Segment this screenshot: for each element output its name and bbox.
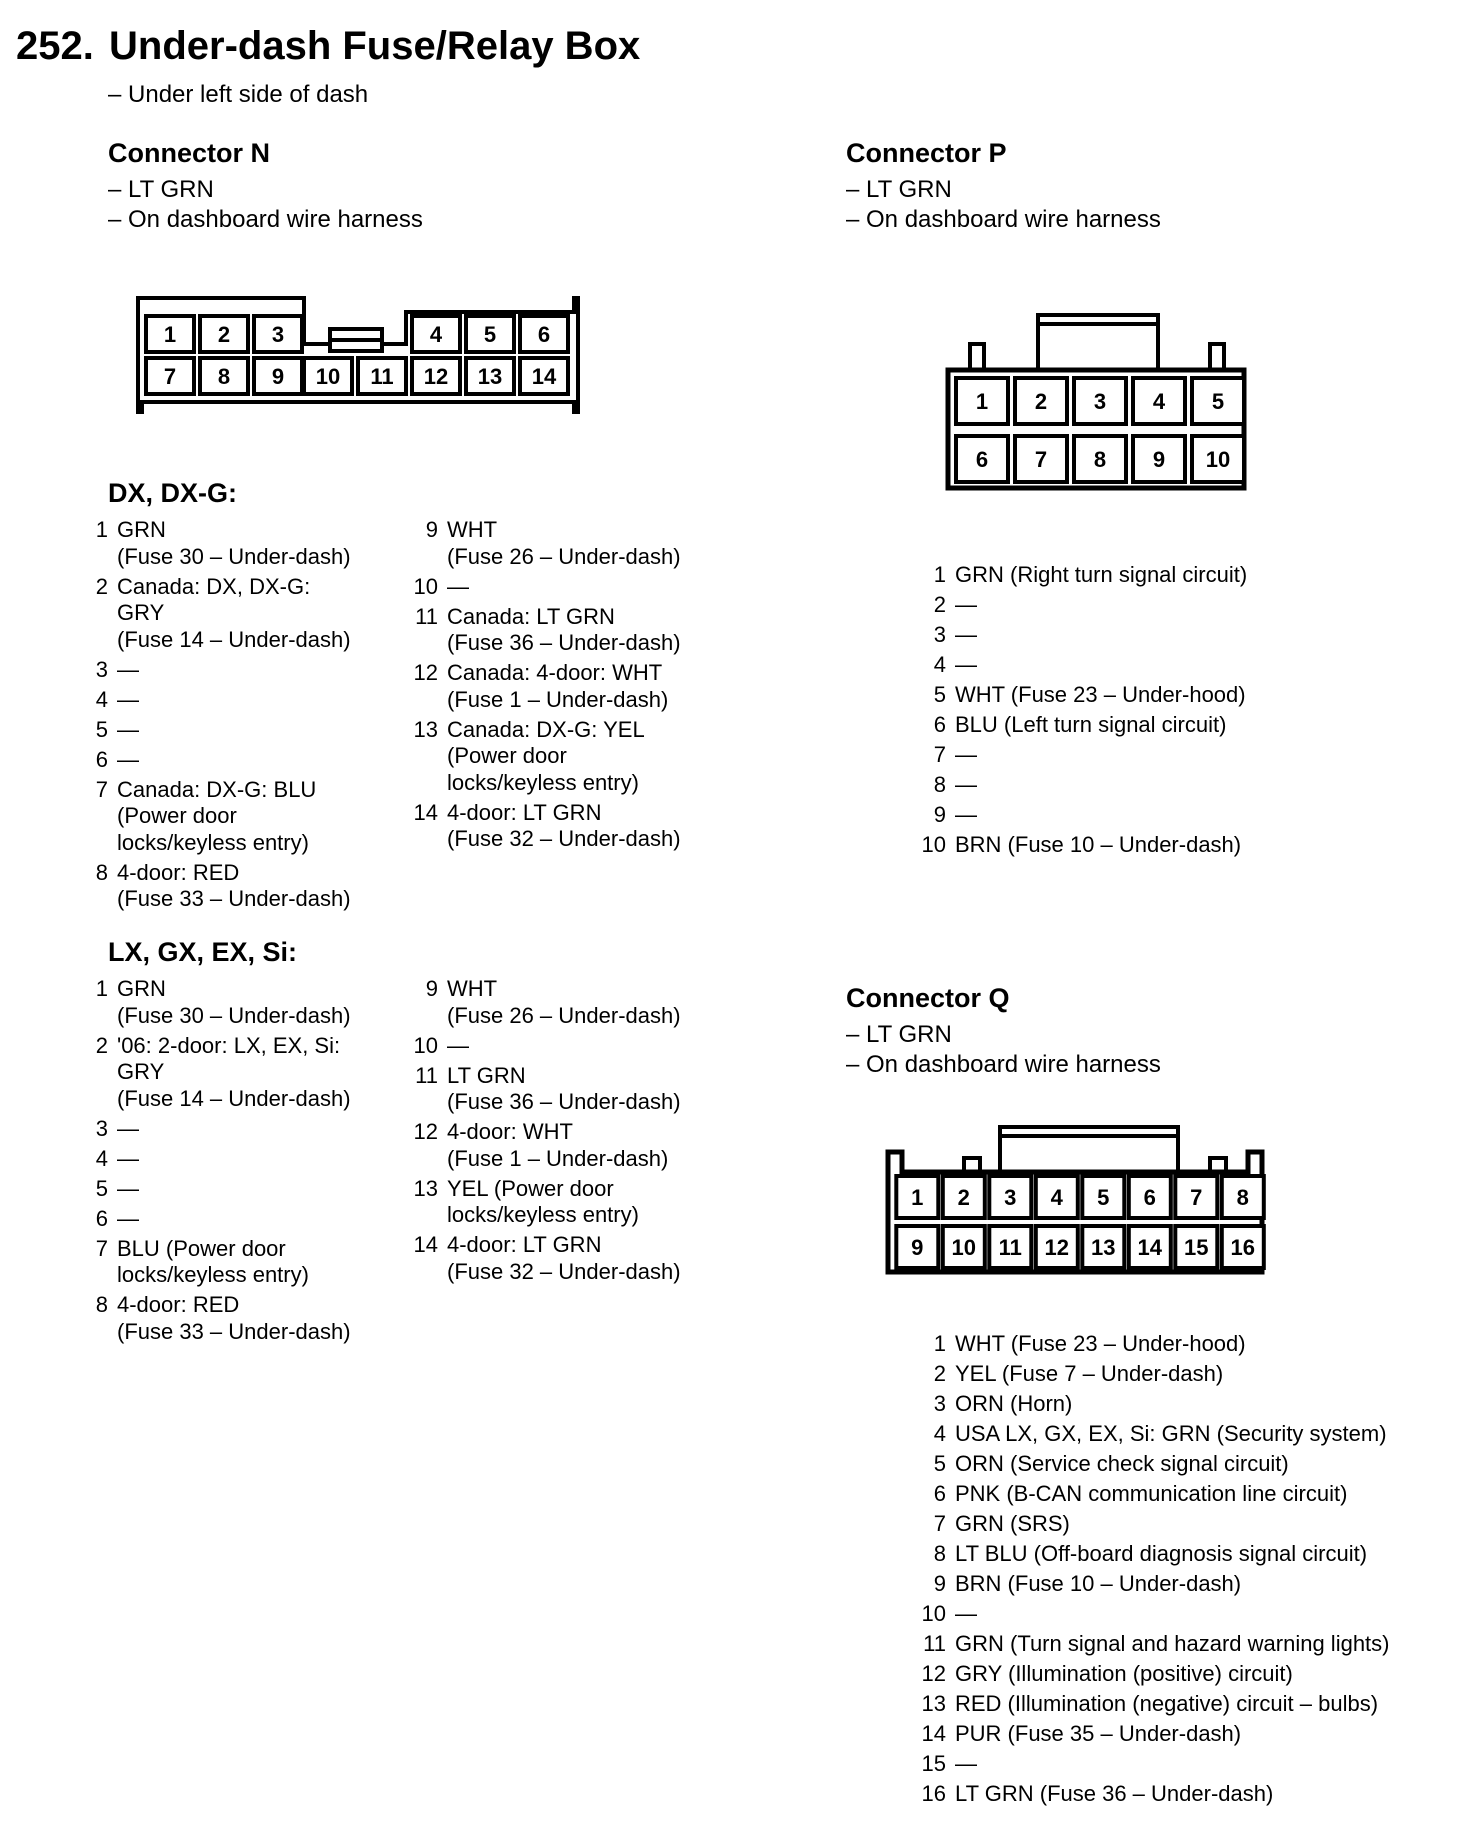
pin-row	[906, 1661, 1446, 1688]
pin-row	[408, 717, 728, 797]
pin-description: LT BLU (Off-board diagnosis signal circuit)	[955, 1541, 1368, 1566]
pin-description: '06: 2-door: LX, EX, Si: GRY (Fuse 14 – Under-dash)	[117, 1032, 351, 1111]
pin-description: —	[117, 746, 139, 772]
pin-description: —	[955, 1751, 977, 1776]
pin-number: 7	[933, 1511, 946, 1536]
connector-p-color: – LT GRN	[846, 176, 952, 203]
pin-description: —	[117, 1115, 139, 1141]
pin-row	[408, 604, 728, 657]
pin-row	[906, 742, 1426, 769]
pin-description: —	[955, 1601, 977, 1626]
pin-number: 6	[95, 746, 108, 772]
cavity-number: 7	[1190, 1185, 1203, 1210]
pin-number: 6	[95, 1205, 108, 1231]
pin-description: GRN (Fuse 30 – Under-dash)	[117, 517, 351, 569]
pin-row	[906, 1751, 1446, 1778]
pin-description: BRN (Fuse 10 – Under-dash)	[955, 832, 1242, 857]
pin-description: —	[955, 802, 977, 827]
pin-description: BRN (Fuse 10 – Under-dash)	[955, 1571, 1242, 1596]
pin-description: LT GRN (Fuse 36 – Under-dash)	[955, 1781, 1274, 1806]
pin-description: —	[117, 1205, 139, 1231]
cavity-number: 8	[1093, 447, 1107, 472]
pin-number: 8	[95, 1292, 108, 1317]
pin-description: —	[447, 573, 469, 599]
cavity-number: 4	[429, 322, 443, 347]
pin-number: 11	[415, 603, 438, 629]
pin-number: 11	[415, 1062, 438, 1088]
pin-number: 4	[95, 1145, 108, 1171]
connector-n-location: – On dashboard wire harness	[108, 206, 423, 233]
pin-row	[408, 1063, 728, 1116]
pin-number: 15	[921, 1751, 946, 1776]
pin-number: 16	[921, 1781, 946, 1806]
pin-number: 10	[921, 832, 946, 857]
pin-description: GRY (Illumination (positive) circuit)	[955, 1661, 1293, 1686]
pin-row	[78, 1116, 378, 1143]
dx-heading: DX, DX-G:	[108, 478, 238, 508]
pin-number: 2	[95, 1032, 108, 1058]
cavity-number: 6	[975, 447, 989, 472]
lx-pin-list-right	[408, 976, 728, 1289]
pin-row	[906, 1451, 1446, 1478]
pin-description: —	[117, 716, 139, 742]
pin-number: 14	[921, 1721, 946, 1746]
pin-description: BLU (Power door locks/keyless entry)	[117, 1235, 309, 1287]
pin-row	[408, 976, 728, 1029]
pin-number: 4	[933, 1421, 946, 1446]
pin-description: Canada: DX, DX-G: GRY (Fuse 14 – Under-dash)	[117, 573, 351, 652]
pin-row	[906, 1391, 1446, 1418]
pin-description: WHT (Fuse 26 – Under-dash)	[447, 517, 681, 569]
pin-row	[906, 1481, 1446, 1508]
pin-number: 11	[923, 1631, 946, 1656]
connector-q-title: Connector Q	[846, 983, 1010, 1013]
cavity-number: 3	[1004, 1185, 1017, 1210]
pin-description: —	[955, 742, 977, 767]
pin-number: 7	[95, 1235, 108, 1261]
pin-row	[78, 1176, 378, 1203]
pin-description: —	[955, 772, 977, 797]
pin-description: —	[117, 686, 139, 712]
pin-row	[78, 657, 378, 684]
pin-row	[78, 717, 378, 744]
lx-heading: LX, GX, EX, Si:	[108, 937, 298, 967]
pin-number: 13	[921, 1691, 946, 1716]
pin-row	[78, 517, 378, 570]
pin-row	[906, 1571, 1446, 1598]
pin-row	[906, 832, 1426, 859]
pin-description: ORN (Horn)	[955, 1391, 1073, 1416]
pin-description: Canada: DX-G: YEL (Power door locks/keyless entry)	[447, 716, 645, 795]
pin-description: —	[955, 622, 977, 647]
pin-row	[78, 687, 378, 714]
pin-description: Canada: LT GRN (Fuse 36 – Under-dash)	[447, 603, 681, 655]
cavity-number: 4	[1152, 389, 1166, 414]
pin-row	[408, 660, 728, 713]
connector-p-pin-list	[906, 562, 1426, 862]
pin-description: LT GRN (Fuse 36 – Under-dash)	[447, 1062, 681, 1114]
cavity-number: 12	[1044, 1235, 1070, 1260]
cavity-number: 11	[998, 1235, 1022, 1260]
pin-row	[78, 777, 378, 857]
pin-row	[906, 682, 1426, 709]
cavity-number: 7	[163, 364, 177, 389]
pin-row	[78, 1206, 378, 1233]
cavity-number: 14	[531, 364, 557, 389]
pin-row	[78, 574, 378, 654]
pin-row	[408, 1232, 728, 1285]
cavity-number: 11	[370, 364, 394, 389]
pin-number: 6	[933, 1481, 946, 1506]
pin-number: 6	[933, 712, 946, 737]
pin-description: WHT (Fuse 26 – Under-dash)	[447, 976, 681, 1028]
pin-description: YEL (Fuse 7 – Under-dash)	[955, 1361, 1224, 1386]
pin-row	[906, 802, 1426, 829]
pin-description: —	[955, 652, 977, 677]
pin-number: 3	[95, 656, 108, 682]
pin-row	[408, 1033, 728, 1060]
pin-row	[78, 976, 378, 1029]
pin-description: USA LX, GX, EX, Si: GRN (Security system)	[955, 1421, 1387, 1446]
pin-number: 4	[95, 686, 108, 712]
pin-description: ORN (Service check signal circuit)	[955, 1451, 1289, 1476]
pin-row	[906, 1331, 1446, 1358]
cavity-number: 9	[1152, 447, 1166, 472]
pin-description: RED (Illumination (negative) circuit – bulbs)	[955, 1691, 1379, 1716]
cavity-number: 10	[1205, 447, 1231, 472]
pin-row	[906, 772, 1426, 799]
cavity-number: 5	[1097, 1185, 1110, 1210]
pin-row	[906, 1421, 1446, 1448]
pin-number: 8	[933, 772, 946, 797]
pin-number: 10	[413, 573, 438, 599]
pin-row	[78, 1146, 378, 1173]
pin-row	[78, 747, 378, 774]
pin-description: BLU (Left turn signal circuit)	[955, 712, 1227, 737]
connector-n-title: Connector N	[108, 138, 270, 168]
pin-row	[408, 574, 728, 601]
cavity-number: 4	[1050, 1185, 1063, 1210]
pin-number: 3	[933, 1391, 946, 1416]
pin-row	[408, 800, 728, 853]
cavity-number: 6	[537, 322, 551, 347]
pin-description: —	[117, 656, 139, 682]
pin-description: 4-door: RED (Fuse 33 – Under-dash)	[117, 859, 351, 911]
pin-number: 9	[933, 1571, 946, 1596]
cavity-number: 2	[217, 322, 231, 347]
cavity-number: 1	[975, 389, 989, 414]
pin-description: WHT (Fuse 23 – Under-hood)	[955, 682, 1246, 707]
cavity-number: 2	[1034, 389, 1048, 414]
pin-number: 12	[921, 1661, 946, 1686]
pin-description: GRN (Right turn signal circuit)	[955, 562, 1248, 587]
pin-number: 9	[425, 517, 438, 542]
pin-row	[906, 562, 1426, 589]
pin-number: 5	[933, 1451, 946, 1476]
cavity-number: 3	[1093, 389, 1107, 414]
pin-row	[78, 1236, 378, 1289]
cavity-number: 3	[271, 322, 285, 347]
pin-number: 5	[95, 716, 108, 742]
cavity-number: 8	[1236, 1185, 1249, 1210]
page-subtitle: – Under left side of dash	[108, 81, 369, 108]
pin-number: 13	[413, 716, 438, 742]
cavity-number: 2	[957, 1185, 970, 1210]
connector-n-color: – LT GRN	[108, 176, 214, 203]
pin-row	[906, 1721, 1446, 1748]
pin-description: WHT (Fuse 23 – Under-hood)	[955, 1331, 1246, 1356]
cavity-number: 10	[315, 364, 341, 389]
cavity-number: 8	[217, 364, 231, 389]
pin-description: Canada: 4-door: WHT (Fuse 1 – Under-dash)	[447, 660, 669, 712]
pin-description: GRN (Turn signal and hazard warning lights)	[955, 1631, 1390, 1656]
pin-row	[408, 1119, 728, 1172]
pin-row	[906, 622, 1426, 649]
connector-p-location: – On dashboard wire harness	[846, 206, 1161, 233]
pin-number: 2	[933, 1361, 946, 1386]
pin-number: 12	[413, 1119, 438, 1144]
pin-number: 7	[933, 742, 946, 767]
pin-row	[906, 1631, 1446, 1658]
cavity-number: 9	[271, 364, 285, 389]
pin-number: 14	[413, 799, 438, 825]
pin-number: 9	[933, 802, 946, 827]
cavity-number: 13	[477, 364, 503, 389]
pin-description: 4-door: LT GRN (Fuse 32 – Under-dash)	[447, 799, 681, 851]
pin-row	[78, 860, 378, 913]
pin-row	[906, 652, 1426, 679]
pin-number: 9	[425, 976, 438, 1001]
pin-row	[906, 592, 1426, 619]
connector-q-diagram	[884, 1124, 1268, 1276]
cavity-number: 6	[1143, 1185, 1156, 1210]
pin-number: 7	[95, 776, 108, 802]
pin-description: PNK (B-CAN communication line circuit)	[955, 1481, 1348, 1506]
pin-number: 12	[413, 660, 438, 685]
connector-q-color: – LT GRN	[846, 1021, 952, 1048]
pin-number: 1	[933, 1331, 946, 1356]
pin-description: —	[117, 1175, 139, 1201]
pin-row	[78, 1292, 378, 1345]
pin-description: GRN (SRS)	[955, 1511, 1070, 1536]
connector-p-title: Connector P	[846, 138, 1007, 168]
pin-row	[906, 1361, 1446, 1388]
lx-pin-list-left	[78, 976, 378, 1349]
pin-description: 4-door: LT GRN (Fuse 32 – Under-dash)	[447, 1232, 681, 1284]
pin-row	[408, 1176, 728, 1229]
cavity-number: 5	[483, 322, 497, 347]
pin-number: 1	[933, 562, 946, 587]
pin-number: 3	[933, 622, 946, 647]
cavity-number: 12	[423, 364, 449, 389]
pin-number: 14	[413, 1232, 438, 1257]
cavity-number: 14	[1137, 1235, 1163, 1260]
pin-number: 10	[413, 1032, 438, 1058]
dx-pin-list-left	[78, 517, 378, 916]
cavity-number: 5	[1211, 389, 1225, 414]
pin-row	[906, 1511, 1446, 1538]
pin-description: GRN (Fuse 30 – Under-dash)	[117, 976, 351, 1028]
pin-number: 2	[933, 592, 946, 617]
pin-number: 5	[933, 682, 946, 707]
dx-pin-list-right	[408, 517, 728, 856]
pin-number: 3	[95, 1115, 108, 1141]
cavity-number: 15	[1184, 1235, 1209, 1260]
pin-description: —	[955, 592, 977, 617]
pin-row	[906, 1781, 1446, 1808]
pin-number: 2	[95, 573, 108, 599]
cavity-number: 9	[911, 1235, 924, 1260]
pin-description: YEL (Power door locks/keyless entry)	[447, 1175, 639, 1227]
connector-n-diagram	[132, 296, 584, 418]
pin-row	[906, 712, 1426, 739]
pin-number: 8	[95, 859, 108, 885]
pin-row	[408, 517, 728, 570]
pin-description: 4-door: RED (Fuse 33 – Under-dash)	[117, 1292, 351, 1344]
cavity-number: 7	[1034, 447, 1048, 472]
pin-description: —	[117, 1145, 139, 1171]
pin-description: 4-door: WHT (Fuse 1 – Under-dash)	[447, 1119, 669, 1171]
pin-description: Canada: DX-G: BLU (Power door locks/keyless entry)	[117, 776, 317, 855]
cavity-number: 10	[951, 1235, 977, 1260]
pin-number: 1	[95, 517, 108, 542]
connector-p-diagram	[942, 312, 1258, 496]
page-number: 252.	[16, 24, 94, 68]
page-title-text: Under-dash Fuse/Relay Box	[109, 24, 641, 68]
pin-number: 4	[933, 652, 946, 677]
pin-number: 13	[413, 1175, 438, 1201]
page-title	[16, 24, 640, 69]
pin-number: 10	[921, 1601, 946, 1626]
connector-q-location: – On dashboard wire harness	[846, 1051, 1161, 1078]
cavity-number: 1	[911, 1185, 924, 1210]
pin-number: 1	[95, 976, 108, 1001]
pin-number: 8	[933, 1541, 946, 1566]
pin-row	[78, 1033, 378, 1113]
pin-number: 5	[95, 1175, 108, 1201]
cavity-number: 13	[1091, 1235, 1116, 1260]
cavity-number: 16	[1230, 1235, 1256, 1260]
pin-row	[906, 1601, 1446, 1628]
connector-q-pin-list	[906, 1331, 1446, 1811]
pin-row	[906, 1541, 1446, 1568]
pin-row	[906, 1691, 1446, 1718]
pin-description: PUR (Fuse 35 – Under-dash)	[955, 1721, 1242, 1746]
pin-description: —	[447, 1032, 469, 1058]
cavity-number: 1	[163, 322, 177, 347]
